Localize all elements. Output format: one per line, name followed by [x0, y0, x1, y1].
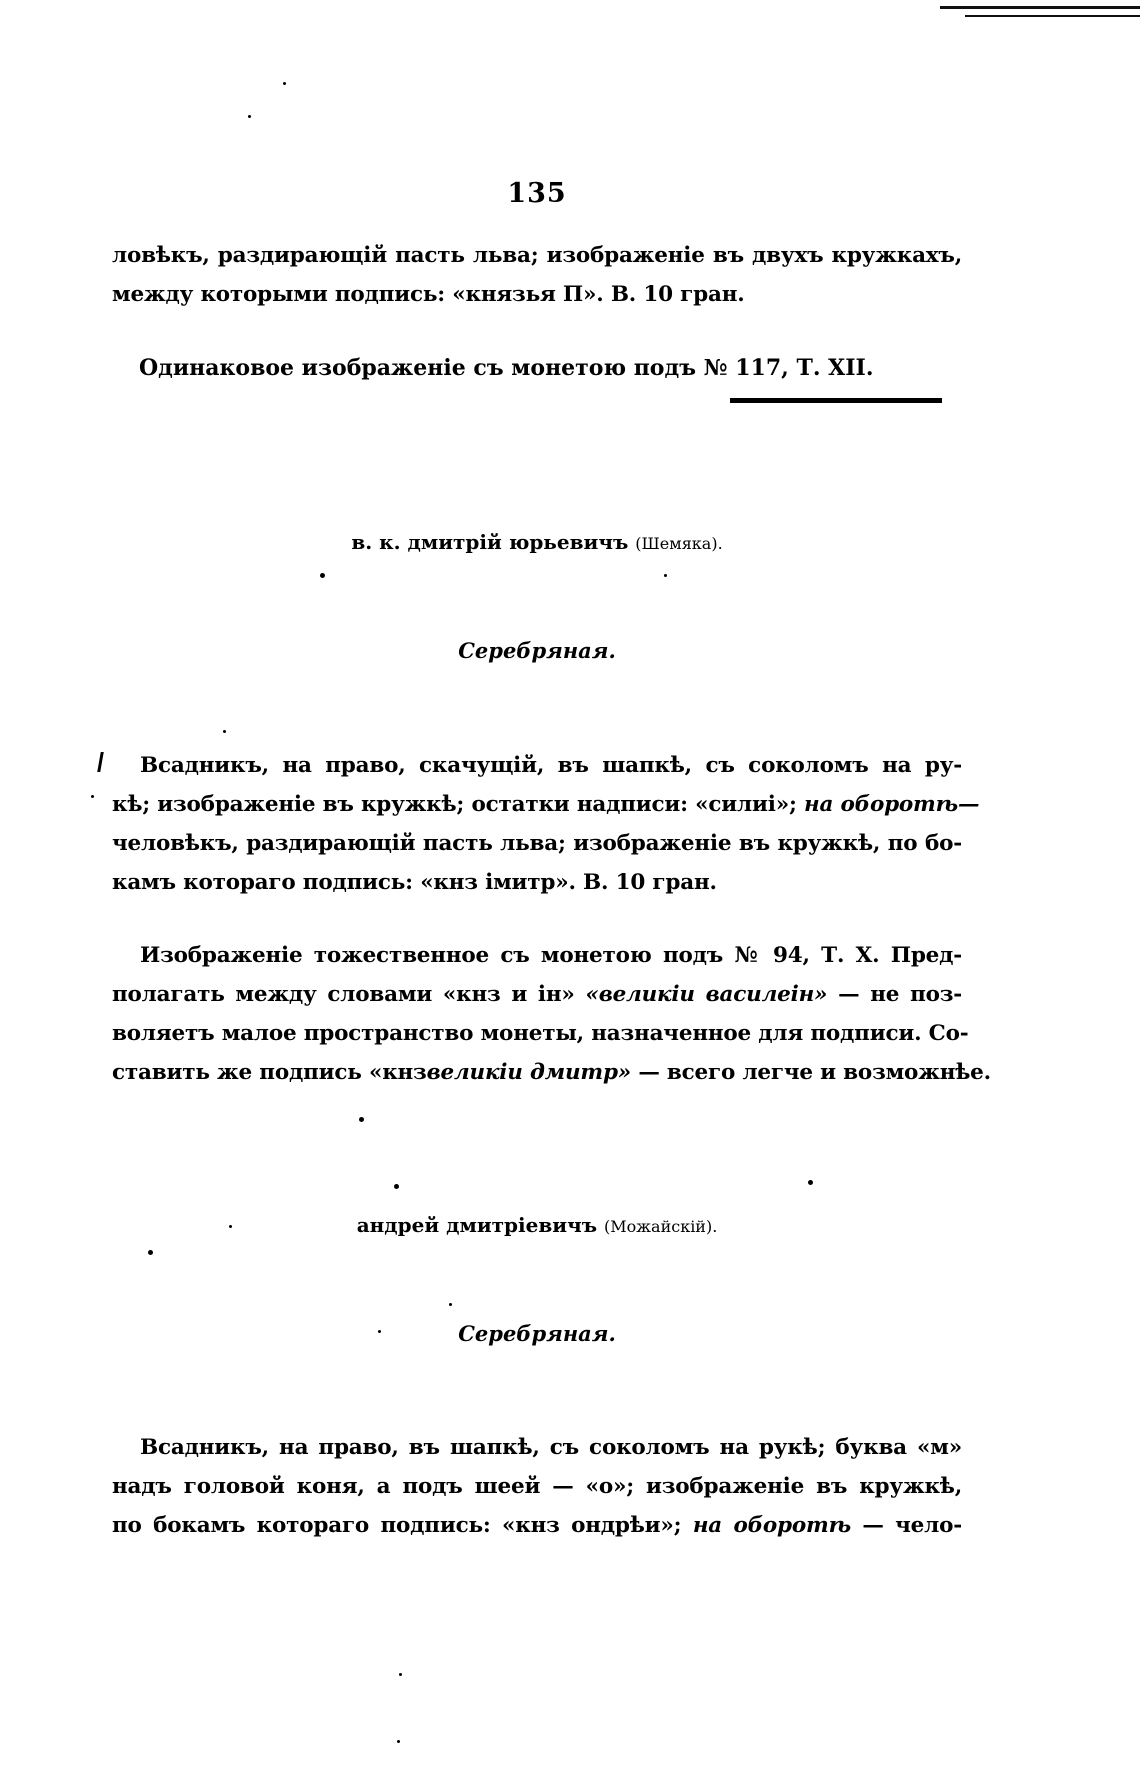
- paragraph-line: [112, 975, 962, 1014]
- print-speck: [320, 573, 325, 578]
- section-heading-dmitry: [112, 530, 962, 554]
- paragraph-line: между которыми подпись: «князья П». В. 10 гран.: [112, 282, 745, 307]
- line-italic: на оборотѣ—: [803, 792, 980, 817]
- line-text: по бокамъ котораго подпись: «кнз ондрѣи»;: [112, 1513, 682, 1538]
- heading-name: в. к. дмитрій юрьевичъ: [351, 530, 629, 554]
- print-speck: [248, 115, 251, 118]
- page-number: 135: [507, 178, 567, 209]
- heading-note: (Шемяка).: [635, 534, 723, 553]
- print-speck: [148, 1250, 153, 1255]
- line-italic: великіи дмитр»: [426, 1060, 632, 1085]
- print-speck: [91, 795, 94, 798]
- section-heading-andrey: [112, 1213, 962, 1237]
- coin-description-andrey: [112, 1428, 962, 1545]
- paragraph-line: Изображеніе тожественное съ монетою подъ № 94, Т. X. Пред-: [140, 943, 962, 968]
- margin-mark: [97, 752, 104, 772]
- comparison-note: Одинаковое изображеніе съ монетою подъ № 117, Т. XII.: [139, 355, 874, 381]
- print-speck: [808, 1180, 813, 1185]
- line-text: — всего легче и возможнѣе.: [638, 1060, 991, 1085]
- line-italic: на оборотѣ: [692, 1513, 851, 1538]
- paragraph-line: [112, 1053, 991, 1092]
- paragraph-line: Всадникъ, на право, въ шапкѣ, съ соколомъ на рукѣ; буква «м»: [140, 1435, 962, 1460]
- underline-mark: [730, 398, 942, 403]
- paragraph-line: [112, 785, 980, 824]
- line-text: ставить же подпись «кнз: [112, 1060, 427, 1085]
- paragraph-continuation: [112, 236, 962, 314]
- paragraph-line: надъ головой коня, а подъ шеей — «о»; изображеніе въ кружкѣ,: [112, 1474, 962, 1499]
- print-speck: [223, 730, 226, 733]
- line-text: полагать между словами «кнз и ін»: [112, 982, 575, 1007]
- line-text: — не поз-: [838, 982, 962, 1007]
- paragraph-line: Всадникъ, на право, скачущій, въ шапкѣ, съ соколомъ на ру-: [140, 753, 962, 778]
- print-speck: [359, 1117, 364, 1122]
- print-speck: [394, 1184, 399, 1189]
- paragraph-line: камъ котораго подпись: «кнз імитр». В. 10 гран.: [112, 870, 717, 895]
- line-text: — чело-: [862, 1513, 962, 1538]
- print-speck: [664, 574, 667, 577]
- top-rule: [940, 6, 1140, 9]
- print-speck: [283, 82, 286, 85]
- heading-name: андрей дмитріевичъ: [356, 1213, 598, 1237]
- coin-description-dmitry: [112, 746, 980, 902]
- commentary-dmitry: [112, 936, 991, 1092]
- line-text: кѣ; изображеніе въ кружкѣ; остатки надписи: «силиі»;: [112, 792, 797, 817]
- paragraph-line: ловѣкъ, раздирающій пасть льва; изображеніе въ двухъ кружкахъ,: [112, 243, 962, 268]
- paragraph-line: воляетъ малое пространство монеты, назначенное для подписи. Со-: [112, 1021, 969, 1046]
- print-speck: [397, 1740, 400, 1743]
- top-rule-second: [965, 15, 1140, 17]
- print-speck: [399, 1673, 402, 1676]
- line-italic: «великіи василеін»: [585, 982, 828, 1007]
- subheading-silver: Серебряная.: [458, 638, 616, 663]
- subheading-silver: Серебряная.: [458, 1321, 616, 1346]
- heading-note: (Можайскій).: [604, 1217, 718, 1236]
- paragraph-line: [112, 1506, 962, 1545]
- print-speck: [449, 1303, 452, 1306]
- paragraph-line: человѣкъ, раздирающій пасть льва; изображеніе въ кружкѣ, по бо-: [112, 831, 962, 856]
